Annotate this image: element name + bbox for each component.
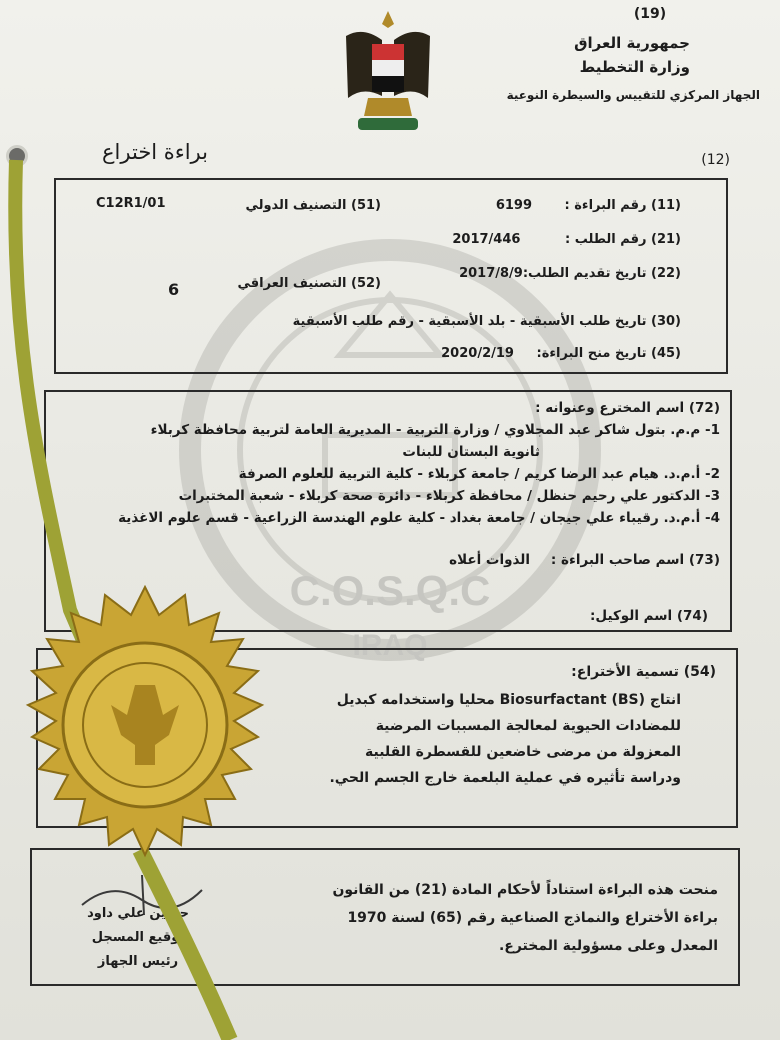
iraqi-class-label: (52) التصنيف العراقي bbox=[237, 276, 381, 291]
inventor-1: 1- م.م. بتول شاكر عبد المجلاوي / وزارة التربية - المديرية العامة لتربية محافظة كربلاء bbox=[150, 422, 720, 438]
watermark-country: IRAQ bbox=[352, 629, 428, 662]
filing-date-value: 2017/8/9 bbox=[459, 266, 523, 281]
grant-line-3: المعدل وعلى مسؤولية المخترع. bbox=[498, 938, 718, 954]
invention-line-4: ودراسة تأثيره في عملية البلعمة خارج الجسم الحي. bbox=[329, 770, 681, 786]
watermark-acronym: C.O.S.Q.C bbox=[289, 567, 491, 614]
iraqi-class-value: 6 bbox=[168, 280, 180, 299]
iraq-eagle-emblem bbox=[338, 6, 438, 136]
agent-label: (74) اسم الوكيل: bbox=[590, 608, 708, 624]
application-number-row bbox=[452, 232, 681, 247]
signatory-name: حسين علي داود bbox=[87, 906, 189, 921]
inventor-1-school: ثانوية البستان للبنات bbox=[402, 444, 540, 460]
signatory-role: توقيع المسجل bbox=[91, 930, 185, 945]
intl-class-label: (51) التصنيف الدولي bbox=[245, 198, 381, 213]
owner-label: (73) اسم صاحب البراءة : bbox=[550, 552, 720, 568]
ministry-name: وزارة التخطيط bbox=[579, 58, 690, 76]
priority-row: (30) تاريخ طلب الأسبقية - بلد الأسبقية - رقم طلب الأسبقية bbox=[292, 314, 681, 329]
grant-line-1: منحت هذه البراءة استناداً لأحكام المادة (21) من القانون bbox=[332, 882, 718, 898]
document-title: براءة اختراع bbox=[102, 140, 208, 164]
invention-line-1: انتاج Biosurfactant (BS) محليا واستخدامه كبديل bbox=[336, 692, 681, 708]
patent-number-row bbox=[496, 198, 681, 213]
document-number: (19) bbox=[633, 6, 667, 22]
patent-number-value: 6199 bbox=[495, 198, 532, 213]
bibliographic-box bbox=[54, 178, 728, 374]
invention-line-3: المعزولة من مرضى خاضعين للقسطرة القلبية bbox=[365, 744, 681, 760]
filing-date-label: (22) تاريخ تقديم الطلب: bbox=[522, 266, 681, 281]
inventor-2: 2- أ.م.د. هيام عبد الرضا كريم / جامعة كربلاء - كلية التربية للعلوم الصرفة bbox=[238, 466, 720, 482]
iraqi-class-row bbox=[238, 276, 381, 291]
serial-code: (12) bbox=[701, 152, 730, 168]
country-name: جمهورية العراق bbox=[574, 34, 690, 52]
intl-class-value: C12R1/01 bbox=[96, 196, 166, 211]
inventor-4: 4- أ.م.د. رقيباء علي جيجان / جامعة بغداد - كلية علوم الهندسة الزراعية - قسم علوم الاغذية bbox=[118, 510, 720, 526]
grant-date-row bbox=[441, 346, 681, 361]
invention-heading: (54) تسمية الأختراع: bbox=[571, 664, 716, 680]
agency-name: الجهاز المركزي للتقييس والسيطرة النوعية bbox=[506, 88, 760, 102]
patent-number-label: (11) رقم البراءة : bbox=[564, 198, 681, 213]
filing-date-row bbox=[459, 266, 681, 281]
grant-line-2: براءة الأختراع والنماذج الصناعية رقم (65) لسنة 1970 bbox=[347, 910, 718, 926]
grant-statement-box bbox=[30, 848, 740, 986]
grant-date-value: 2020/2/19 bbox=[441, 346, 514, 361]
gold-seal bbox=[0, 585, 290, 865]
inventor-3: 3- الدكتور علي رحيم حنظل / محافظة كربلاء - دائرة صحة كربلاء - شعبة المختبرات bbox=[178, 488, 720, 504]
invention-line-2: للمضادات الحيوية لمعالجة المسببات المرضية bbox=[375, 718, 681, 734]
owner-value: الذوات أعلاه bbox=[449, 552, 530, 568]
punch-hole bbox=[6, 145, 28, 167]
signatory-title: رئيس الجهاز bbox=[97, 954, 179, 969]
inventors-heading: (72) اسم المخترع وعنوانه : bbox=[535, 400, 720, 416]
grant-date-label: (45) تاريخ منح البراءة: bbox=[536, 346, 681, 361]
intl-class-row bbox=[245, 198, 381, 213]
application-number-label: (21) رقم الطلب : bbox=[564, 232, 681, 247]
application-number-value: 2017/446 bbox=[452, 232, 521, 247]
